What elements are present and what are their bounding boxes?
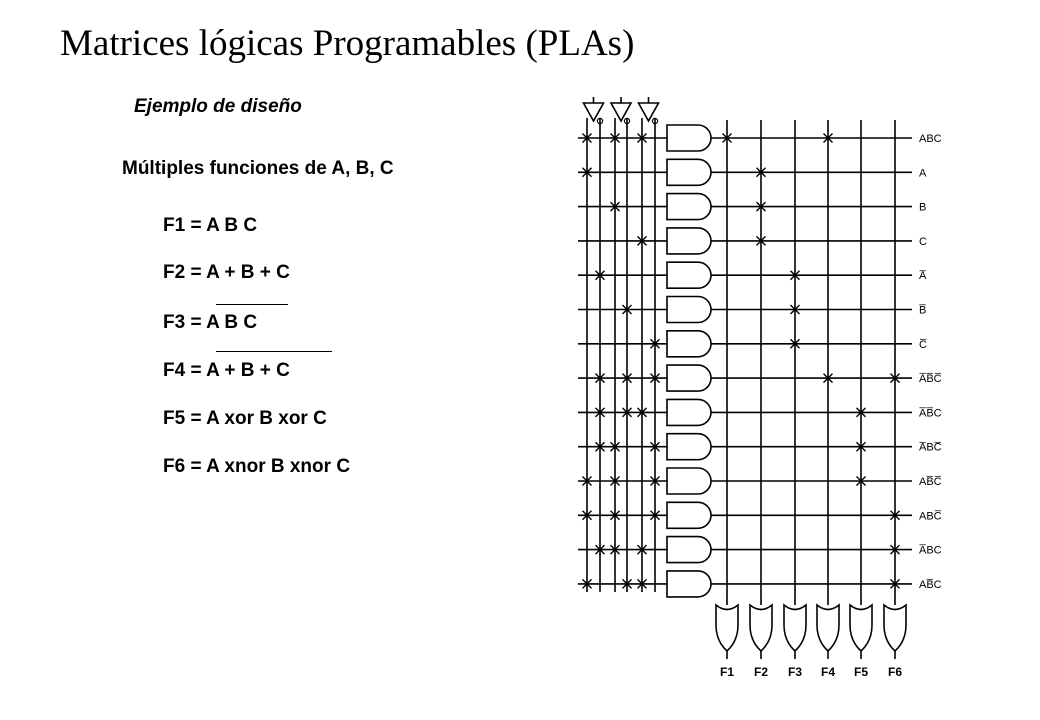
product-term-label: B	[919, 201, 927, 214]
or-gate-icon	[750, 605, 772, 651]
or-gate-icon	[817, 605, 839, 651]
and-gate-icon	[667, 297, 711, 323]
product-term-label: C	[919, 235, 927, 248]
and-gate-icon	[667, 125, 711, 151]
page-title: Matrices lógicas Programables (PLAs)	[60, 23, 635, 64]
and-gate-icon	[667, 331, 711, 357]
product-term-label: AB̅C	[919, 578, 942, 591]
example-subtitle: Ejemplo de diseño	[134, 96, 302, 117]
and-gate-icon	[667, 365, 711, 391]
product-term-label: C̅	[919, 338, 927, 351]
or-gate-icon	[784, 605, 806, 651]
or-gate-icon	[884, 605, 906, 651]
or-gate-icon	[850, 605, 872, 651]
and-gate-icon	[667, 228, 711, 254]
and-gate-icon	[667, 468, 711, 494]
product-term-label: B̅	[919, 304, 927, 317]
product-term-label: A̅BC̅	[919, 441, 942, 454]
product-term-label: ABC̅	[919, 510, 942, 523]
product-term-label: A̅B̅C̅	[919, 373, 942, 386]
and-gate-icon	[667, 502, 711, 528]
product-term-label: A	[919, 167, 927, 180]
output-label-f5: F5	[853, 665, 869, 679]
product-term-label: A̅BC	[919, 544, 942, 557]
output-label-f2: F2	[753, 665, 769, 679]
equation-f4: F4 = A + B + C	[163, 360, 290, 381]
product-term-label: ABC	[919, 133, 942, 145]
equation-f5: F5 = A xor B xor C	[163, 408, 327, 429]
and-gate-icon	[667, 399, 711, 425]
and-gate-icon	[667, 537, 711, 563]
output-label-f1: F1	[719, 665, 735, 679]
output-label-f3: F3	[787, 665, 803, 679]
output-label-f6: F6	[887, 665, 903, 679]
and-gate-icon	[667, 194, 711, 220]
equation-f1: F1 = A B C	[163, 215, 258, 236]
product-term-label: A̅B̅C	[919, 407, 942, 420]
equation-f3: F3 = A B C	[163, 312, 258, 333]
product-term-label: AB̅C̅	[919, 476, 942, 488]
product-term-label: A̅	[919, 270, 927, 283]
and-gate-icon	[667, 434, 711, 460]
and-gate-icon	[667, 571, 711, 597]
or-gate-icon	[716, 605, 738, 651]
and-gate-icon	[667, 159, 711, 185]
equation-f2: F2 = A + B + C	[163, 262, 290, 283]
equation-f6: F6 = A xnor B xnor C	[163, 456, 351, 477]
and-gate-icon	[667, 262, 711, 288]
functions-heading: Múltiples funciones de A, B, C	[122, 158, 394, 179]
output-label-f4: F4	[820, 665, 836, 679]
